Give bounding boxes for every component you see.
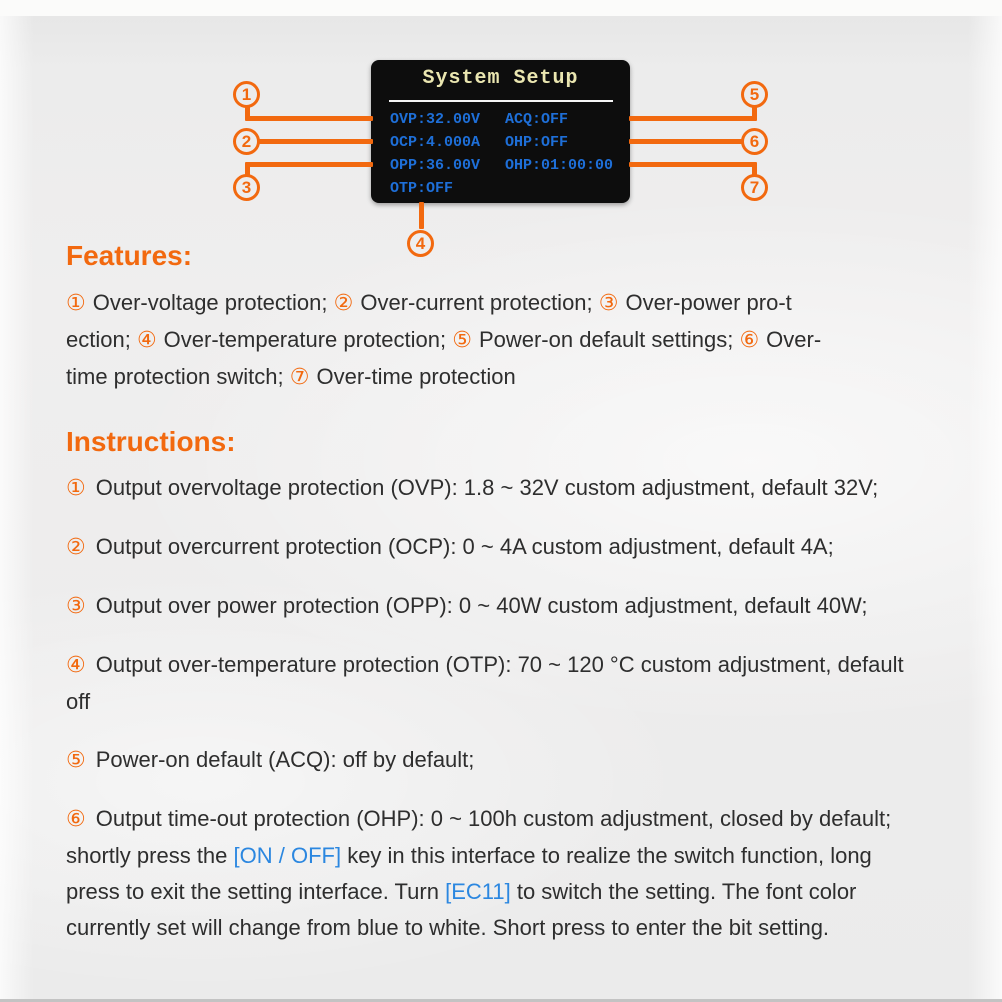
instruction-item-4 — [66, 647, 928, 720]
callout-line-4 — [419, 202, 424, 229]
callout-circle-4: 4 — [407, 230, 434, 257]
callout-circle-5: 5 — [741, 81, 768, 108]
instruction-text-5: Power-on default (ACQ): off by default; — [95, 747, 475, 772]
instruction-text-2: Output overcurrent protection (OCP): 0 ~ 4A custom adjustment, default 4A; — [95, 534, 834, 559]
lcd-row-ovp-acq — [390, 111, 622, 134]
instruction-item-2 — [66, 529, 928, 566]
item-number-3: ③ — [66, 594, 86, 619]
features-text: ① Over-voltage protection; ② Over-current protection; ③ Over-power pro-t ection; ④ Over-temperature protection; ⑤ Power-on default settings; ⑥ Over- time protection switch; ⑦ Over-time protection — [66, 290, 822, 390]
lcd-row-ocp-ohp — [390, 134, 622, 157]
callout-line-3 — [245, 162, 373, 167]
lcd-value-otp: OTP:OFF — [390, 180, 454, 197]
instructions-heading: Instructions: — [66, 426, 236, 457]
lcd-value-ohp-time: OHP:01:00:00 — [505, 157, 614, 174]
lcd-parameter-rows — [390, 111, 622, 203]
item-number-2: ② — [66, 535, 86, 560]
lcd-value-opp: OPP:36.00V — [390, 157, 481, 174]
instruction-item-5 — [66, 742, 928, 779]
callout-circle-7: 7 — [741, 174, 768, 201]
lcd-row-opp-ohp-time — [390, 157, 622, 180]
callout-circle-1: 1 — [233, 81, 260, 108]
lcd-screen — [371, 60, 630, 203]
lcd-value-ohp-switch: OHP:OFF — [505, 134, 569, 151]
callout-circle-3: 3 — [233, 174, 260, 201]
instruction-item-6 — [66, 801, 928, 946]
callout-line-2 — [259, 139, 373, 144]
instruction-text-4: Output over-temperature protection (OTP): 70 ~ 120 °C custom adjustment, default off — [66, 652, 904, 714]
left-edge-sheen — [0, 16, 34, 1002]
instruction-item-1 — [66, 470, 928, 507]
item-number-5: ⑤ — [66, 748, 86, 773]
instruction-item-3 — [66, 588, 928, 625]
callout-line-1 — [245, 116, 373, 121]
callout-circle-2: 2 — [233, 128, 260, 155]
callout-circle-6: 6 — [741, 128, 768, 155]
description-content — [66, 240, 928, 968]
lcd-value-ocp: OCP:4.000A — [390, 134, 481, 151]
callout-line-6 — [629, 139, 743, 144]
top-strip — [0, 0, 1002, 16]
callout-line-5 — [629, 116, 757, 121]
lcd-value-ovp: OVP:32.00V — [390, 111, 481, 128]
lcd-title: System Setup — [422, 67, 579, 90]
lcd-divider-line — [389, 100, 613, 102]
item-number-1: ① — [66, 476, 86, 501]
right-edge-sheen — [968, 16, 1002, 1002]
lcd-row-otp — [390, 180, 622, 203]
lcd-value-acq: ACQ:OFF — [505, 111, 569, 128]
item-number-4: ④ — [66, 653, 86, 678]
callout-line-7 — [629, 162, 757, 167]
instruction-text-1: Output overvoltage protection (OVP): 1.8 ~ 32V custom adjustment, default 32V; — [95, 475, 879, 500]
item-number-6: ⑥ — [66, 807, 86, 832]
instruction-text-6: Output time-out protection (OHP): 0 ~ 100h custom adjustment, closed by default; shortly press the [ON / OFF] key in this interface to realize the switch function, long press to exit the setting interface. Turn [EC11] to switch the setting. The font color currently set will change from blue to white. Short press to enter the bit setting. — [66, 806, 892, 940]
instruction-text-3: Output over power protection (OPP): 0 ~ 40W custom adjustment, default 40W; — [95, 593, 868, 618]
features-heading: Features: — [66, 240, 193, 271]
